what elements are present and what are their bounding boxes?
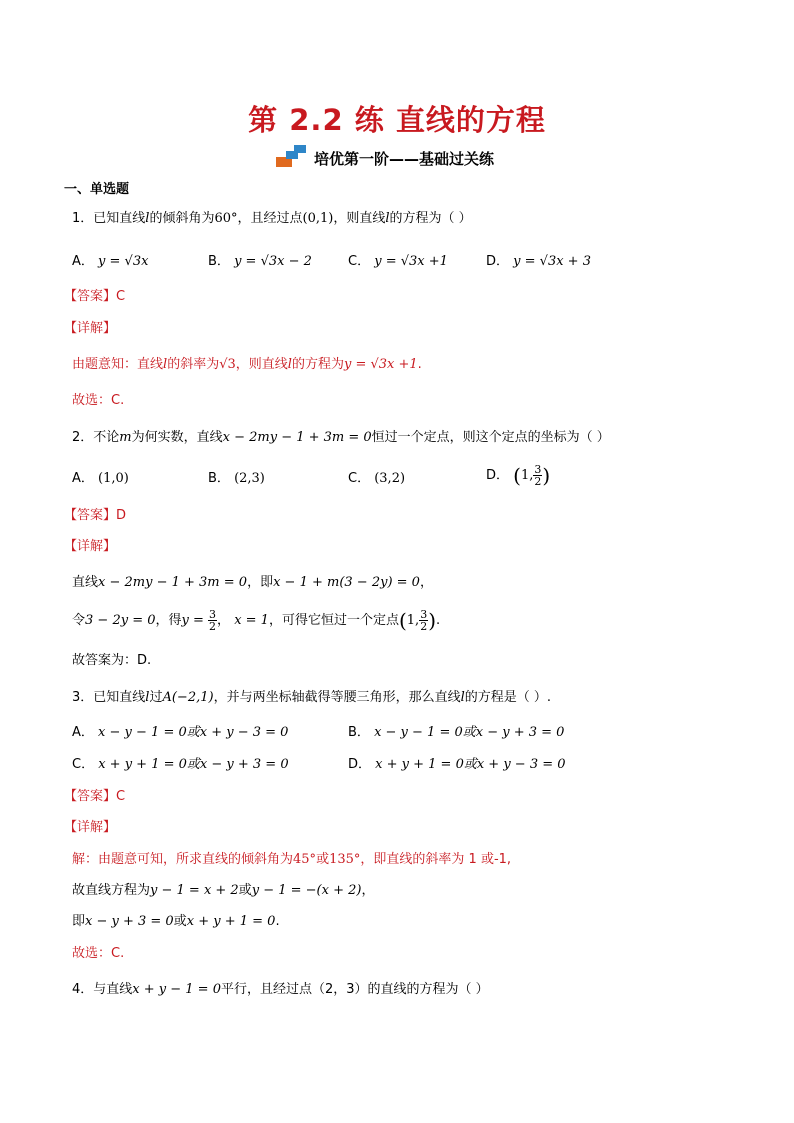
q3-detail-3: 即x − y + 3 = 0或x + y + 1 = 0. [72,914,280,929]
q1-answer: 【答案】C [64,289,126,304]
q3-option-a: A． x − y − 1 = 0或x + y − 3 = 0 [72,725,289,740]
q1-option-c: C． y = √3x +1 [348,254,448,269]
q3-detail-1: 解：由题意可知，所求直线的倾斜角为45°或135°，即直线的斜率为 1 或-1, [72,852,512,867]
q3-detail-2: 故直线方程为y − 1 = x + 2或y − 1 = −(x + 2)， [72,883,375,898]
section-heading: 一、单选题 [64,182,130,197]
q2-stem: 2．不论m为何实数，直线x − 2my − 1 + 3m = 0恒过一个定点，则这个定点的坐标为（ ） [72,430,610,445]
q1-conclusion: 故选：C. [72,393,125,408]
q2-option-a: A． (1,0) [72,471,129,486]
q2-conclusion: 故答案为：D. [72,653,152,668]
q3-answer: 【答案】C [64,789,126,804]
q3-conclusion: 故选：C. [72,946,125,961]
q1-option-a: A． y = √3x [72,254,149,269]
q2-answer: 【答案】D [64,508,127,523]
q3-detail-label: 【详解】 [64,820,117,835]
q1-detail: 由题意知：直线l的斜率为√3，则直线l的方程为y = √3x +1. [72,357,422,372]
q3-option-c: C． x + y + 1 = 0或x − y + 3 = 0 [72,757,289,772]
q2-detail-1: 直线x − 2my − 1 + 3m = 0，即x − 1 + m(3 − 2y) = 0， [72,575,433,590]
q3-option-d: D． x + y + 1 = 0或x + y − 3 = 0 [348,757,566,772]
q3-option-b: B． x − y − 1 = 0或x − y + 3 = 0 [348,725,565,740]
q3-stem: 3．已知直线l过A(−2,1)，并与两坐标轴截得等腰三角形，那么直线l的方程是（ ）. [72,690,552,705]
q1-detail-label: 【详解】 [64,321,117,336]
q1-option-d: D． y = √3x + 3 [486,254,591,269]
q2-option-b: B． (2,3) [208,471,265,486]
q2-option-c: C． (3,2) [348,471,406,486]
q2-detail-label: 【详解】 [64,539,117,554]
q2-detail-2: 令3 − 2y = 0，得y = $\frac{3}{2}$ ， x = 1，可得它恒过一个定点(1, $\frac{3}{2}$ ). [72,608,441,633]
subtitle-text: 培优第一阶——基础过关练 [314,149,495,168]
q1-stem: 1．已知直线l的倾斜角为60°，且经过点(0,1)，则直线l的方程为（ ） [72,211,472,226]
subtitle [274,144,494,172]
page-title: 第 2.2 练 直线的方程 [248,103,546,137]
stairs-icon [274,145,310,171]
q4-stem: 4．与直线x + y − 1 = 0平行，且经过点（2，3）的直线的方程为（ ） [72,982,489,997]
q2-option-d: D． (1, $\frac{3}{2}$ ) [486,463,551,488]
q1-option-b: B． y = √3x − 2 [208,254,312,269]
